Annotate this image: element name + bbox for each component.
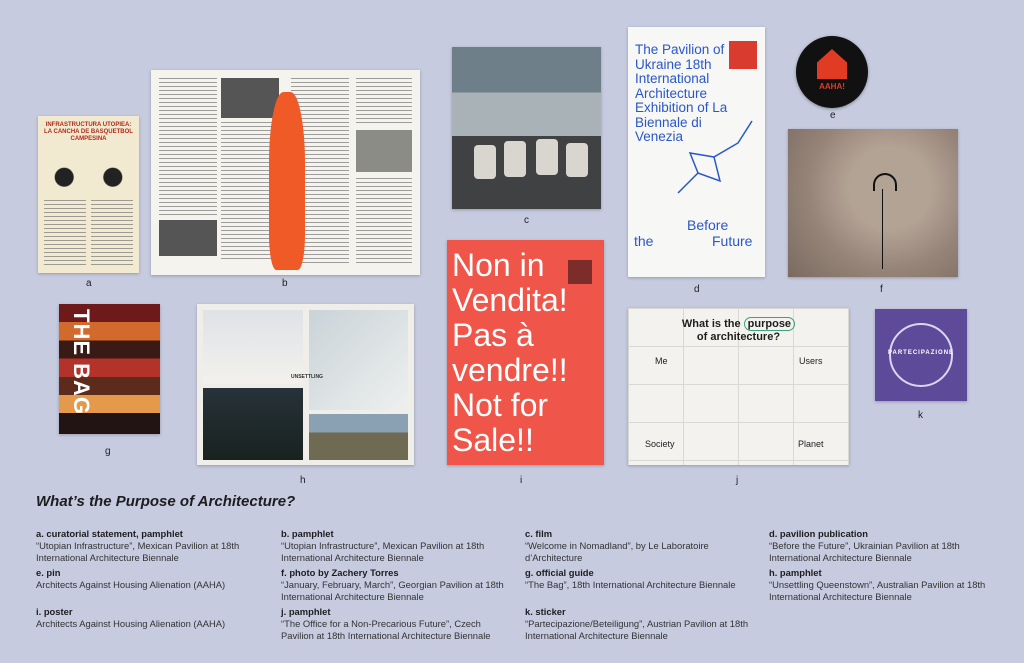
chair: [474, 145, 496, 179]
sticker-k: [875, 309, 967, 401]
legend-title: k. sticker: [525, 606, 566, 617]
legend-entry-i: [36, 606, 266, 630]
legend-desc: Architects Against Housing Alienation (AAHA): [36, 579, 226, 590]
label-h: h: [300, 475, 306, 486]
photo-b1: [221, 78, 279, 118]
legend-entry-f: [281, 567, 511, 603]
quadrant-planet: Planet: [798, 439, 824, 449]
landscape-photo-town: [309, 414, 408, 460]
headphone-cable: [882, 189, 883, 269]
publication-d-title: The Pavilion of Ukraine 18th International Architecture Exhibition of La Biennale di Venezia: [635, 42, 728, 144]
legend-title: h. pamphlet: [769, 567, 822, 578]
page-title: What’s the Purpose of Architecture?: [36, 493, 296, 510]
legend-title: f. photo by Zachery Torres: [281, 567, 399, 578]
question-highlight: purpose: [744, 317, 795, 331]
legend-title: d. pavilion publication: [769, 528, 868, 539]
pamphlet-a: [38, 116, 139, 273]
sticker-k-text: PARTECIPAZIONE: [887, 350, 955, 356]
poster-i-text: Non in Vendita! Pas à vendre!! Not for Sale!!: [452, 247, 568, 458]
legend-desc: “Utopian Infrastructure”, Mexican Pavilion at 18th International Architecture Biennale: [36, 540, 240, 563]
landscape-photo-dark: [203, 388, 303, 460]
legend-entry-a: [36, 528, 266, 564]
guide-g: [59, 304, 160, 434]
before-text: Before: [687, 217, 729, 233]
legend-entry-d: [769, 528, 999, 564]
label-j: j: [736, 475, 739, 486]
label-d: d: [694, 284, 700, 295]
legend-entry-b: [281, 528, 511, 564]
label-f: f: [880, 284, 883, 295]
legend-entry-c: [525, 528, 755, 564]
label-g: g: [105, 446, 111, 457]
legend-title: b. pamphlet: [281, 528, 334, 539]
label-i: i: [520, 475, 523, 486]
quadrant-me: Me: [655, 356, 668, 366]
legend-entry-j: [281, 606, 511, 642]
question-prefix: What is the: [681, 318, 741, 330]
guide-g-title: THE BAG: [69, 309, 94, 415]
constellation-graphic: [668, 113, 758, 203]
legend-desc: “Utopian Infrastructure”, Mexican Pavilion at 18th International Architecture Biennale: [281, 540, 485, 563]
pamphlet-a-title: INFRASTRUCTURA UTOPIEA: LA CANCHA DE BASQUETBOL CAMPESINA: [44, 122, 133, 142]
the-text: the: [634, 233, 654, 249]
legend-desc: Architects Against Housing Alienation (AAHA): [36, 618, 226, 629]
pin-e-text: AAHA!: [819, 82, 845, 91]
legend-entry-h: [769, 567, 999, 603]
question-suffix: of architecture?: [696, 331, 781, 343]
photo-b2: [356, 130, 412, 172]
model-render: [203, 310, 303, 384]
quadrant-users: Users: [799, 356, 823, 366]
legend-title: g. official guide: [525, 567, 594, 578]
pamphlet-h-label: UNSETTLING: [291, 374, 323, 380]
photo-b3: [159, 220, 217, 256]
legend-entry-e: [36, 567, 266, 591]
poster-i-logo: [568, 260, 592, 284]
label-k: k: [918, 410, 923, 421]
pamphlet-j-question: [628, 318, 849, 344]
legend-title: c. film: [525, 528, 553, 539]
headphones-icon: [873, 173, 897, 191]
chair: [566, 143, 588, 177]
pamphlet-a-illustration: [48, 152, 129, 194]
legend-title: j. pamphlet: [281, 606, 331, 617]
future-text: Future: [712, 233, 753, 249]
legend-entry-g: [525, 567, 755, 591]
photo-f: [788, 129, 958, 277]
legend-desc: “Before the Future”, Ukrainian Pavilion at 18th International Architecture Biennale: [769, 540, 960, 563]
legend-desc: “January, February, March”, Georgian Pavilion at 18th International Architecture Biennale: [281, 579, 504, 602]
legend-desc: “Welcome in Nomadland”, by Le Laboratoire d’Architecture: [525, 540, 709, 563]
label-c: c: [524, 215, 529, 226]
label-e: e: [830, 110, 836, 121]
label-b: b: [282, 278, 288, 289]
orange-figure: [269, 92, 305, 270]
biennale-logo: [729, 41, 757, 69]
poster-i: [447, 240, 604, 465]
legend-desc: “The Bag”, 18th International Architecture Biennale: [525, 579, 736, 590]
legend-entry-k: [525, 606, 755, 642]
pamphlet-j: [628, 308, 849, 465]
label-a: a: [86, 278, 92, 289]
legend-desc: “Unsettling Queenstown”, Australian Pavilion at 18th International Architecture Biennale: [769, 579, 986, 602]
pamphlet-h: [197, 304, 414, 465]
legend-desc: “The Office for a Non-Precarious Future”, Czech Pavilion at 18th International Architecture Biennale: [281, 618, 491, 641]
legend-title: a. curatorial statement, pamphlet: [36, 528, 183, 539]
quadrant-society: Society: [645, 439, 675, 449]
chair: [536, 139, 558, 175]
house-fist-icon: [817, 49, 847, 79]
film-still-c: [452, 47, 601, 209]
chair: [504, 141, 526, 177]
site-plan: [309, 310, 408, 410]
publication-d: [628, 27, 765, 277]
legend-desc: “Partecipazione/Beteiligung”, Austrian Pavilion at 18th International Architecture Biennale: [525, 618, 749, 641]
legend-title: e. pin: [36, 567, 61, 578]
pin-e: [796, 36, 868, 108]
pamphlet-b: [151, 70, 420, 275]
legend-title: i. poster: [36, 606, 73, 617]
